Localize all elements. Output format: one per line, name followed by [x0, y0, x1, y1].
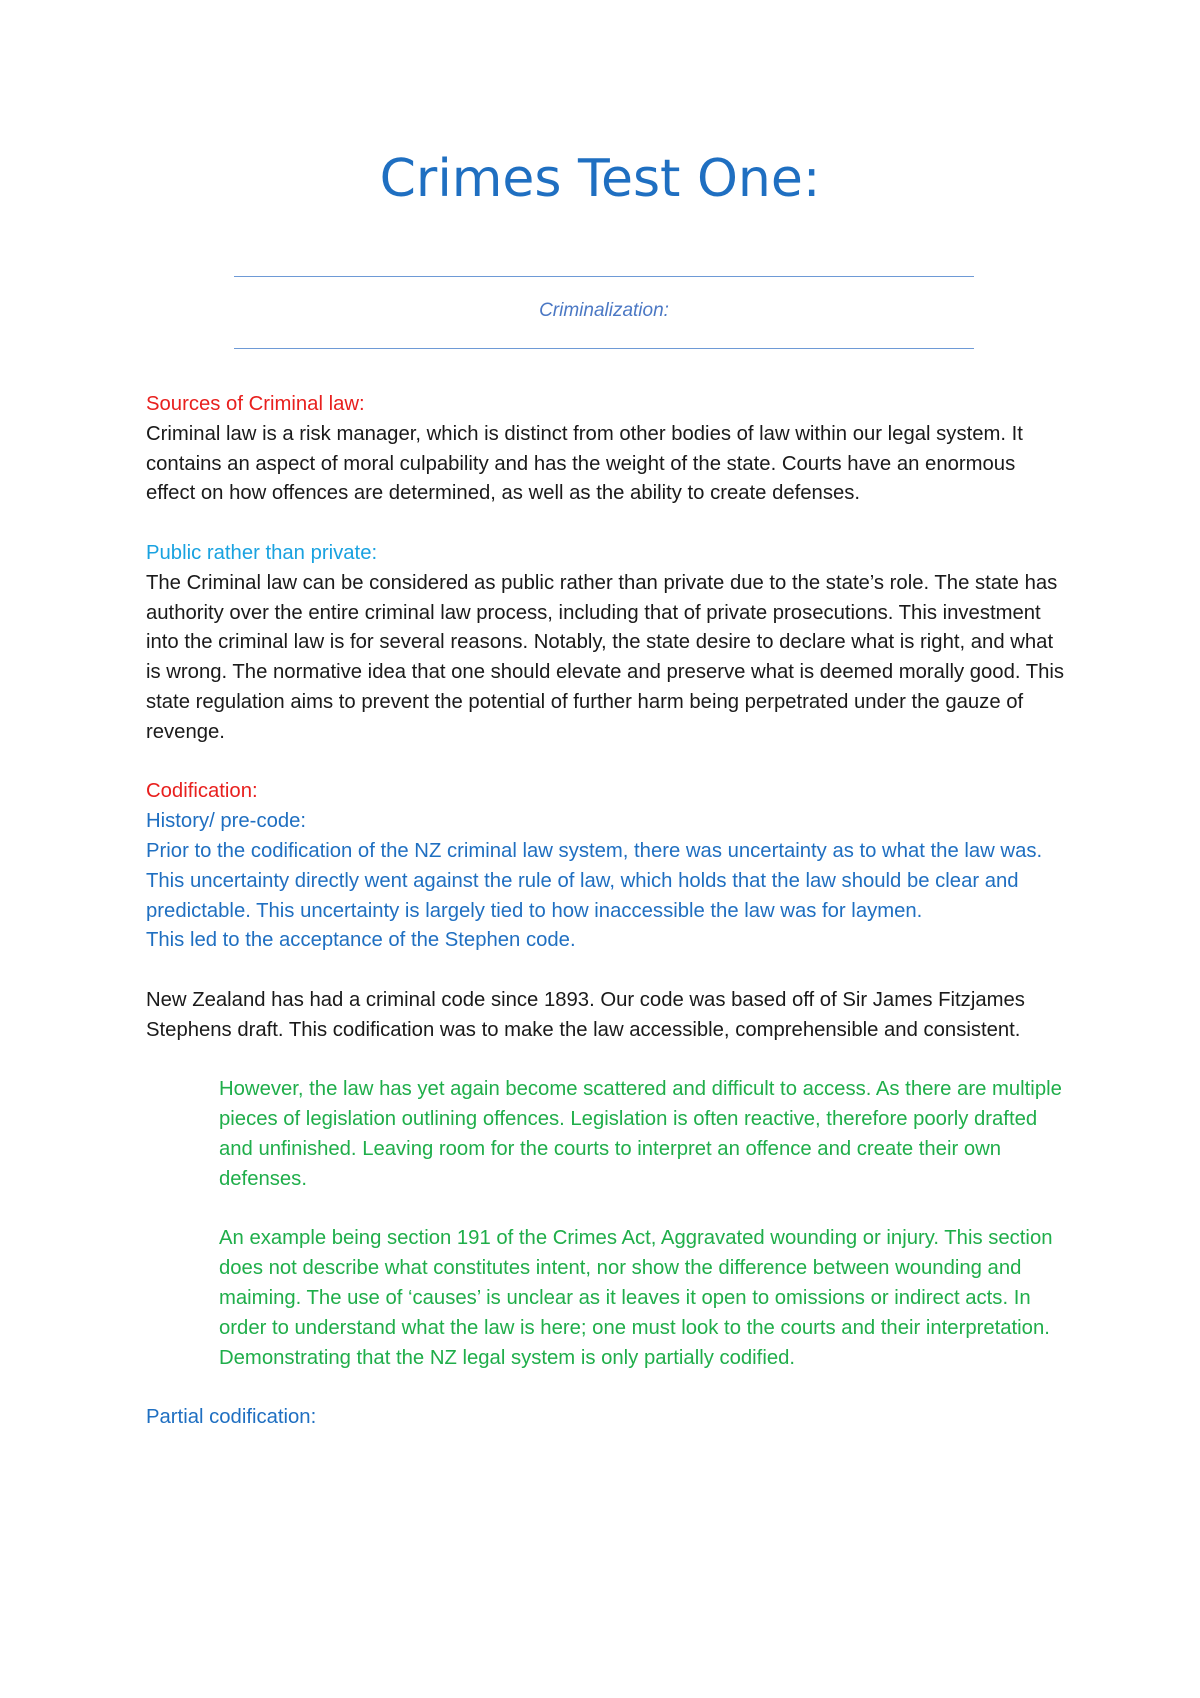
spacer — [146, 956, 1066, 986]
subtitle-block — [234, 276, 974, 349]
section-body-however: However, the law has yet again become scattered and difficult to access. As there are multiple pieces of legislation outlining offences. Legislation is often reactive, therefore poorly drafted and unfinished. Leaving room for the courts to interpret an offence and create their own defenses. — [219, 1078, 1062, 1190]
section-body-history: Prior to the codification of the NZ criminal law system, there was uncertainty as to what the law was. This uncertainty directly went against the rule of law, which holds that the law should be clear and predictable. This uncertainty is largely tied to how inaccessible the law was for laymen. — [146, 839, 1043, 922]
section-heading-partial: Partial codification: — [146, 1406, 317, 1429]
section-heading-codification: Codification: — [146, 780, 258, 803]
page-subtitle: Criminalization: — [539, 300, 669, 321]
spacer — [146, 1046, 1066, 1076]
section-body-example: An example being section 191 of the Crimes Act, Aggravated wounding or injury. This section does not describe what constitutes intent, nor show the difference between wounding and maiming. The use of ‘causes’ is unclear as it leaves it open to omissions or indirect acts. In order to understand what the law is here; one must look to the courts and their interpretation. Demonstrating that the NZ legal system is only partially codified. — [219, 1227, 1053, 1369]
document-body — [146, 390, 1066, 1433]
subheading-history: History/ pre-code: — [146, 810, 307, 833]
section-body-nz: New Zealand has had a criminal code since 1893. Our code was based off of Sir James Fitzjames Stephens draft. This codification was to make the law accessible, comprehensible and consistent. — [146, 988, 1025, 1041]
section-body-sources: Criminal law is a risk manager, which is distinct from other bodies of law within our legal system. It contains an aspect of moral culpability and has the weight of the state. Courts have an enormous effect on how offences are determined, as well as the ability to create defenses. — [146, 422, 1023, 505]
spacer — [146, 1195, 1066, 1225]
section-body-history-tail: This led to the acceptance of the Stephen code. — [146, 929, 576, 952]
spacer — [146, 1373, 1066, 1403]
spacer — [146, 509, 1066, 539]
spacer — [146, 748, 1066, 778]
page-title: Crimes Test One: — [379, 149, 821, 209]
section-heading-public: Public rather than private: — [146, 541, 378, 564]
section-heading-sources: Sources of Criminal law: — [146, 393, 365, 415]
section-body-public: The Criminal law can be considered as public rather than private due to the state’s role. The state has authority over the entire criminal law process, including that of private prosecutions. This investment into the criminal law is for several reasons. Notably, the state desire to declare what is right, and what is wrong. The normative idea that one should elevate and preserve what is deemed morally good. This state regulation aims to prevent the potential of further harm being perpetrated under the gauze of revenge. — [146, 571, 1065, 743]
